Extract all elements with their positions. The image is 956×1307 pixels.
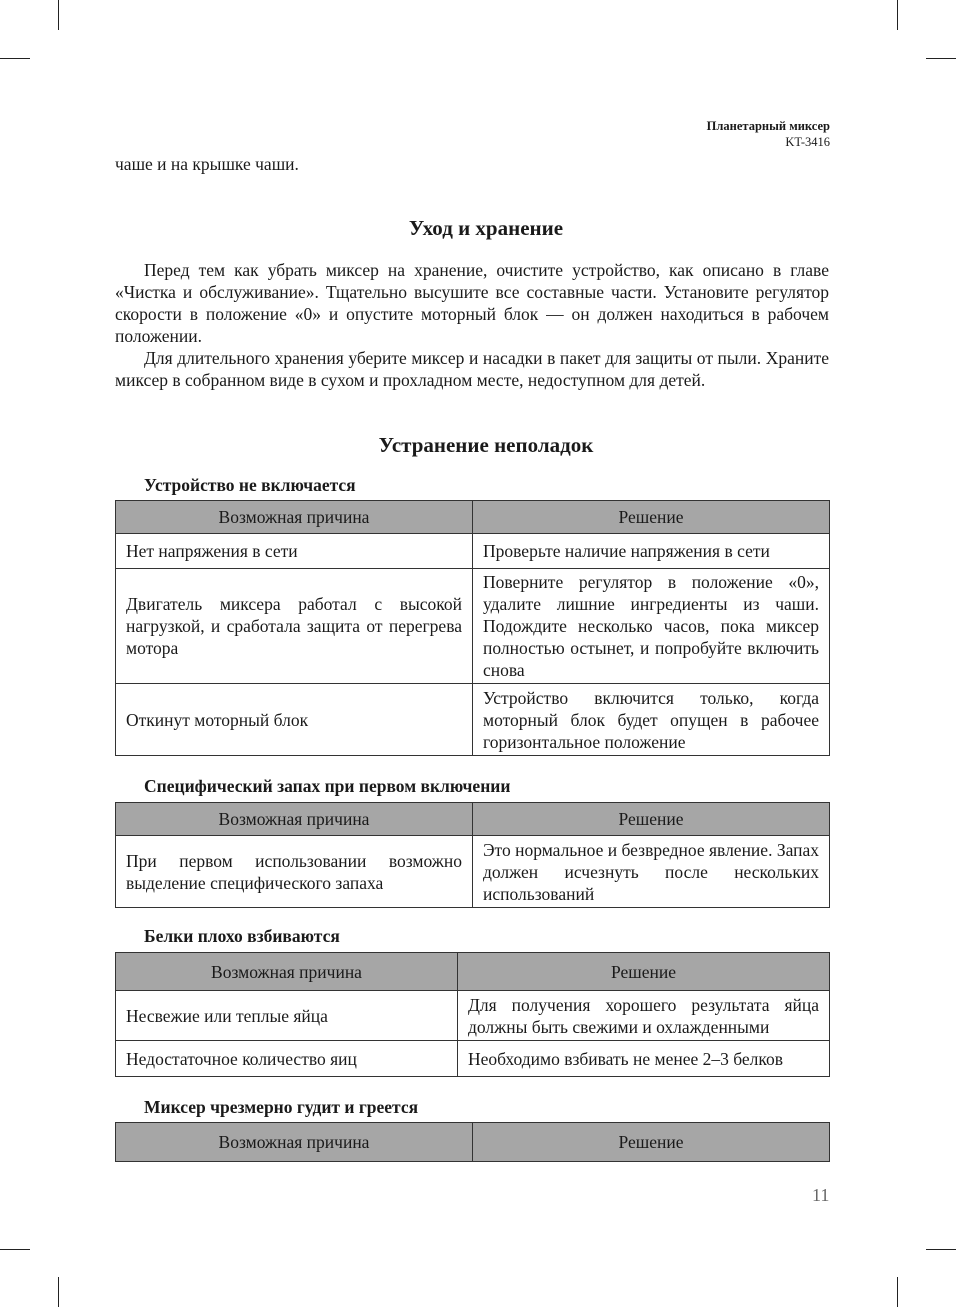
problem-title: Специфический запах при первом включении [144,776,511,796]
crop-mark [58,0,59,30]
model-number: KT-3416 [785,135,830,149]
solution-cell: Устройство включится только, когда моторный блок будет опущен в рабочее горизонтальное положение [473,684,830,756]
cause-cell: Двигатель миксера работал с высокой нагрузкой, и сработала защита от перегрева мотора [116,569,473,684]
crop-mark [897,0,898,30]
table-row [116,1041,830,1077]
troubleshooting-table [115,952,830,1077]
troubleshooting-table [115,500,830,756]
cause-cell: Несвежие или теплые яйца [116,991,458,1041]
product-title: Планетарный миксер [706,119,830,133]
solution-cell: Необходимо взбивать не менее 2–3 белков [458,1041,830,1077]
column-header-solution: Решение [473,803,830,836]
crop-mark [58,1277,59,1307]
table-row [116,836,830,908]
troubleshooting-table [115,1122,830,1162]
cause-cell: Нет напряжения в сети [116,534,473,569]
problem-title: Миксер чрезмерно гудит и греется [144,1097,419,1117]
solution-cell: Проверьте наличие напряжения в сети [473,534,830,569]
column-header-solution: Решение [473,501,830,534]
table-row [116,534,830,569]
column-header-cause: Возможная причина [116,501,473,534]
intro-fragment: чаше и на крышке чаши. [115,154,299,174]
column-header-cause: Возможная причина [116,953,458,991]
crop-mark [926,58,956,59]
care-section-title: Уход и хранение [408,216,564,240]
solution-cell: Поверните регулятор в положение «0», удалите лишние ингредиенты из чаши. Подождите несколько часов, пока миксер полностью остынет, и попробуйте включить снова [473,569,830,684]
column-header-cause: Возможная причина [116,1123,473,1162]
cause-cell: Откинут моторный блок [116,684,473,756]
crop-mark [926,1249,956,1250]
table-row [116,991,830,1041]
problem-title: Белки плохо взбиваются [144,926,340,946]
solution-cell: Это нормальное и безвредное явление. Запах должен исчезнуть после нескольких использований [473,836,830,908]
care-paragraph-1: Перед тем как убрать миксер на хранение, очистите устройство, как описано в главе «Чистка и обслуживание». Тщательно высушите все составные части. Установите регулятор скорости в положение «0» и опустите моторный блок — он должен находиться в рабочем положении. [115,260,829,346]
running-header [707,118,830,150]
problem-title: Устройство не включается [144,475,356,495]
table-row [116,569,830,684]
cause-cell: Недостаточное количество яиц [116,1041,458,1077]
troubleshooting-title: Устранение неполадок [378,433,594,457]
page-number: 11 [812,1185,830,1205]
crop-mark [0,1249,30,1250]
care-paragraph-2: Для длительного хранения уберите миксер и насадки в пакет для защиты от пыли. Храните миксер в собранном виде в сухом и прохладном месте, недоступном для детей. [115,348,829,390]
column-header-cause: Возможная причина [116,803,473,836]
cause-cell: При первом использовании возможно выделение специфического запаха [116,836,473,908]
crop-mark [897,1277,898,1307]
column-header-solution: Решение [473,1123,830,1162]
column-header-solution: Решение [458,953,830,991]
solution-cell: Для получения хорошего результата яйца должны быть свежими и охлажденными [458,991,830,1041]
crop-mark [0,58,30,59]
troubleshooting-table [115,802,830,908]
table-row [116,684,830,756]
